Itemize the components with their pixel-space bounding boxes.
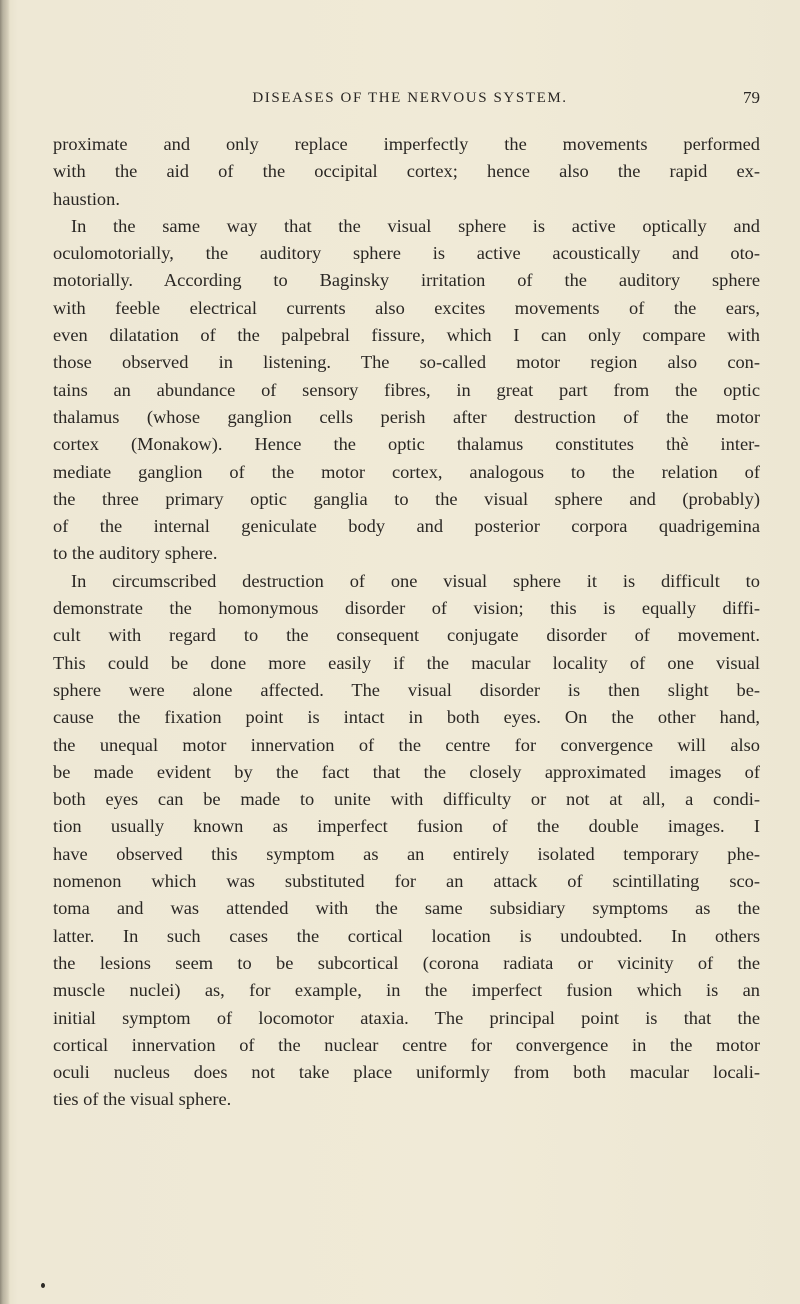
text-line: thalamus (whose ganglion cells perish after destruction of the motor: [53, 406, 760, 427]
text-line: cult with regard to the consequent conjugate disorder of movement.: [53, 625, 760, 646]
body-text: [53, 131, 760, 1114]
text-line: be made evident by the fact that the closely approximated images of: [53, 761, 760, 782]
text-line: cortical innervation of the nuclear centre for convergence in the motor: [53, 1034, 760, 1055]
text-line: the three primary optic ganglia to the visual sphere and (probably): [53, 488, 760, 509]
text-line: latter. In such cases the cortical location is undoubted. In others: [53, 925, 760, 946]
text-line: with feeble electrical currents also excites movements of the ears,: [53, 297, 760, 318]
text-line: In the same way that the visual sphere is active optically and: [71, 215, 760, 236]
text-line: sphere were alone affected. The visual disorder is then slight be-: [53, 679, 760, 700]
text-line: oculi nucleus does not take place uniformly from both macular locali-: [53, 1062, 760, 1083]
text-line: demonstrate the homonymous disorder of vision; this is equally diffi-: [53, 598, 760, 619]
text-line: the lesions seem to be subcortical (corona radiata or vicinity of the: [53, 952, 760, 973]
text-line: motorially. According to Baginsky irritation of the auditory sphere: [53, 270, 760, 291]
text-line: toma and was attended with the same subsidiary symptoms as the: [53, 898, 760, 919]
text-line: This could be done more easily if the macular locality of one visual: [53, 652, 760, 673]
page-number: 79: [743, 88, 760, 107]
text-line: muscle nuclei) as, for example, in the imperfect fusion which is an: [53, 980, 760, 1001]
text-line: those observed in listening. The so-called motor region also con-: [53, 352, 760, 373]
text-line: even dilatation of the palpebral fissure, which I can only compare with: [53, 325, 760, 346]
running-head: [60, 88, 760, 112]
ink-speck: [41, 1283, 45, 1288]
running-title: DISEASES OF THE NERVOUS SYSTEM.: [252, 90, 568, 106]
text-line: nomenon which was substituted for an attack of scintillating sco-: [53, 871, 760, 892]
text-line: with the aid of the occipital cortex; hence also the rapid ex-: [53, 161, 760, 182]
text-line: have observed this symptom as an entirely isolated temporary phe-: [53, 843, 760, 864]
text-line: cortex (Monakow). Hence the optic thalamus constitutes thè inter-: [53, 434, 760, 455]
text-line: oculomotorially, the auditory sphere is active acoustically and oto-: [53, 243, 760, 264]
text-line: mediate ganglion of the motor cortex, analogous to the relation of: [53, 461, 760, 482]
text-line: tains an abundance of sensory fibres, in great part from the optic: [53, 379, 760, 400]
text-line: In circumscribed destruction of one visual sphere it is difficult to: [71, 570, 760, 591]
text-line: both eyes can be made to unite with difficulty or not at all, a condi-: [53, 789, 760, 810]
text-line: to the auditory sphere.: [53, 543, 218, 564]
text-line: ties of the visual sphere.: [53, 1089, 232, 1110]
text-line: haustion.: [53, 188, 120, 209]
text-line: of the internal geniculate body and posterior corpora quadrigemina: [53, 516, 760, 537]
text-line: the unequal motor innervation of the centre for convergence will also: [53, 734, 760, 755]
text-line: initial symptom of locomotor ataxia. The principal point is that the: [53, 1007, 760, 1028]
text-line: proximate and only replace imperfectly the movements performed: [53, 134, 760, 154]
page-binding-edge: [0, 0, 10, 1304]
text-line: cause the fixation point is intact in both eyes. On the other hand,: [53, 707, 760, 728]
text-line: tion usually known as imperfect fusion of the double images. I: [53, 816, 760, 837]
